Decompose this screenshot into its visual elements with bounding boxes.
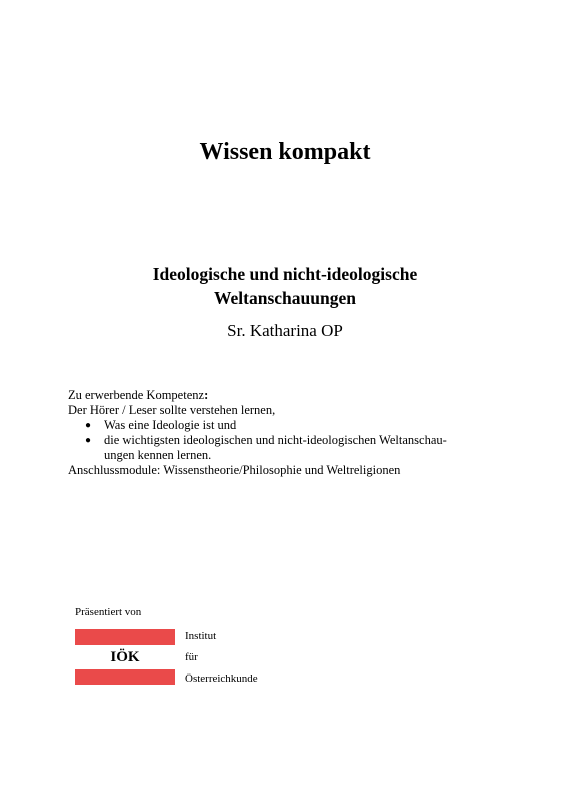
org-name-line-1: Institut xyxy=(185,630,217,642)
competence-item-text: ungen kennen lernen. xyxy=(104,448,212,462)
series-title: Wissen kompakt xyxy=(199,139,371,165)
logo-stripe-top xyxy=(75,629,175,645)
competence-item-text: die wichtigsten ideologischen und nicht-ideologischen Weltanschau- xyxy=(104,433,447,447)
logo-text: IÖK xyxy=(110,649,140,665)
competence-item xyxy=(85,433,508,448)
bullet-icon: ● xyxy=(85,420,92,431)
org-name-line-3: Österreichkunde xyxy=(185,673,258,685)
logo-stripe-bottom xyxy=(75,669,175,685)
competence-label-colon: : xyxy=(204,388,209,402)
document-title-line-1: Ideologische und nicht-ideologische xyxy=(152,264,418,284)
iok-logo xyxy=(75,629,175,685)
competence-label: Zu erwerbende Kompetenz xyxy=(68,388,205,402)
competence-item-text: Was eine Ideologie ist und xyxy=(104,418,237,432)
competence-intro: Der Hörer / Leser sollte verstehen lernen, xyxy=(68,403,276,417)
presented-by: Präsentiert von xyxy=(75,606,142,618)
competence-label-line xyxy=(68,388,508,403)
document-title xyxy=(0,262,570,310)
competence-list xyxy=(68,418,508,463)
follow-up-modules: Anschlussmodule: Wissenstheorie/Philosophie und Weltreligionen xyxy=(68,463,401,477)
competence-item-continuation xyxy=(104,448,508,463)
competence-item xyxy=(85,418,508,433)
competence-section xyxy=(68,388,508,478)
author: Sr. Katharina OP xyxy=(227,321,343,340)
bullet-icon: ● xyxy=(85,435,92,446)
document-title-line-2: Weltanschauungen xyxy=(214,288,356,308)
org-name-line-2: für xyxy=(185,651,198,663)
